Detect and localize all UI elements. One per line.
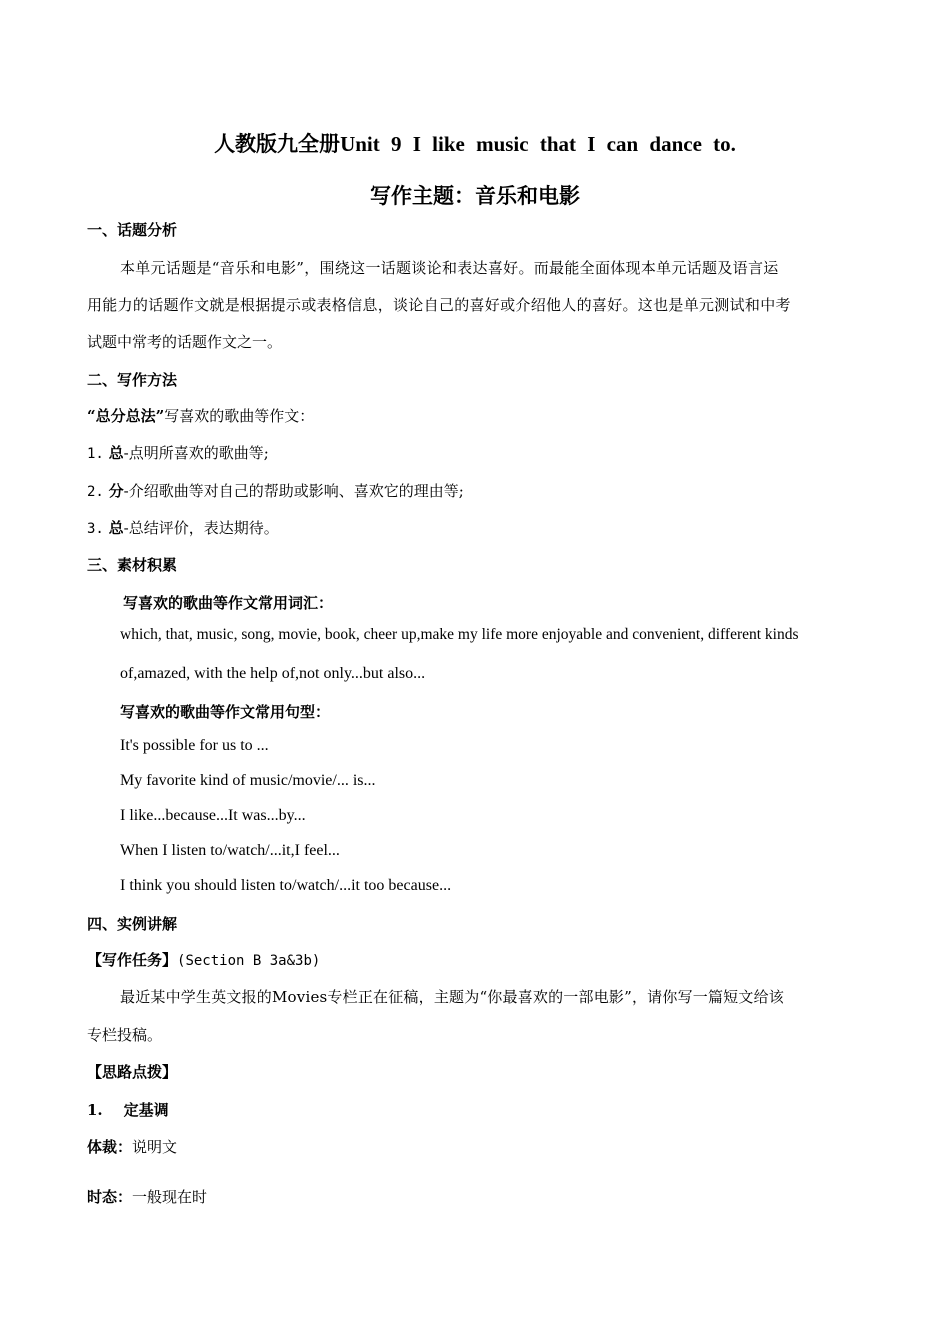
document-title [0,128,950,158]
step-text: -介绍歌曲等对自己的帮助或影响、喜欢它的理由等; [123,482,464,500]
method-step [87,480,464,501]
step-key: 总 [108,444,124,462]
sentence-pattern: It's possible for us to ... [120,737,269,754]
title-cn: 人教版九全册 [214,131,341,156]
tense-label: 时态： [87,1188,133,1206]
paragraph-line: 用能力的话题作文就是根据提示或表格信息，谈论自己的喜好或介绍他人的喜好。这也是单元测试和中考 [87,296,791,314]
step-number: 3. [87,521,104,537]
sentence-pattern: I think you should listen to/watch/...it too because... [120,877,452,894]
document-subtitle: 写作主题：音乐和电影 [370,183,580,208]
section-heading-examples: 四、实例讲解 [87,915,178,933]
task-reference: (Section B 3a&3b) [177,953,321,969]
genre-value: 说明文 [132,1138,178,1156]
step-number: 1. [87,446,104,462]
vocab-line: of,amazed, with the help of,not only...but also... [120,665,426,682]
sentence-pattern: I like...because...It was...by... [120,807,306,824]
genre-label: 体裁： [87,1138,133,1156]
genre-row [87,1136,177,1157]
hint-label: 【思路点拨】 [87,1063,178,1081]
hint-step [87,1099,169,1120]
task-label: 【写作任务】 [87,951,178,969]
method-step [87,517,279,538]
step-text: -点明所喜欢的歌曲等; [123,444,269,462]
section-heading-writing-method: 二、写作方法 [87,371,178,389]
paragraph-line: 试题中常考的话题作文之一。 [87,333,283,351]
step-number: 2. [87,484,104,500]
hint-step-title: 定基调 [123,1101,169,1119]
method-name: “总分总法” [87,407,165,425]
section-heading-materials: 三、素材积累 [87,556,178,574]
writing-task [87,949,320,970]
tense-row [87,1186,207,1207]
section-heading-topic-analysis: 一、话题分析 [87,221,178,239]
step-key: 分 [108,482,124,500]
title-en: Unit 9 I like music that I can dance to. [340,132,736,156]
method-step [87,442,269,463]
step-key: 总 [108,519,124,537]
step-text: -总结评价，表达期待。 [123,519,279,537]
method-text: 写喜欢的歌曲等作文： [164,407,315,425]
method-description [87,405,314,426]
task-paragraph-line: 专栏投稿。 [87,1026,163,1044]
vocab-line: which, that, music, song, movie, book, cheer up,make my life more enjoyable and convenient, different kinds [120,626,799,643]
vocab-heading: 写喜欢的歌曲等作文常用词汇： [123,594,334,612]
sentence-heading: 写喜欢的歌曲等作文常用句型： [120,703,331,721]
sentence-pattern: My favorite kind of music/movie/... is... [120,772,376,789]
tense-value: 一般现在时 [132,1188,208,1206]
paragraph-line: 本单元话题是“音乐和电影”，围绕这一话题谈论和表达喜好。而最能全面体现本单元话题及语言运 [120,259,779,277]
hint-step-number: 1. [87,1101,103,1119]
sentence-pattern: When I listen to/watch/...it,I feel... [120,842,340,859]
task-paragraph-line: 最近某中学生英文报的Movies专栏正在征稿，主题为“你最喜欢的一部电影”，请你写一篇短文给该 [120,988,784,1006]
